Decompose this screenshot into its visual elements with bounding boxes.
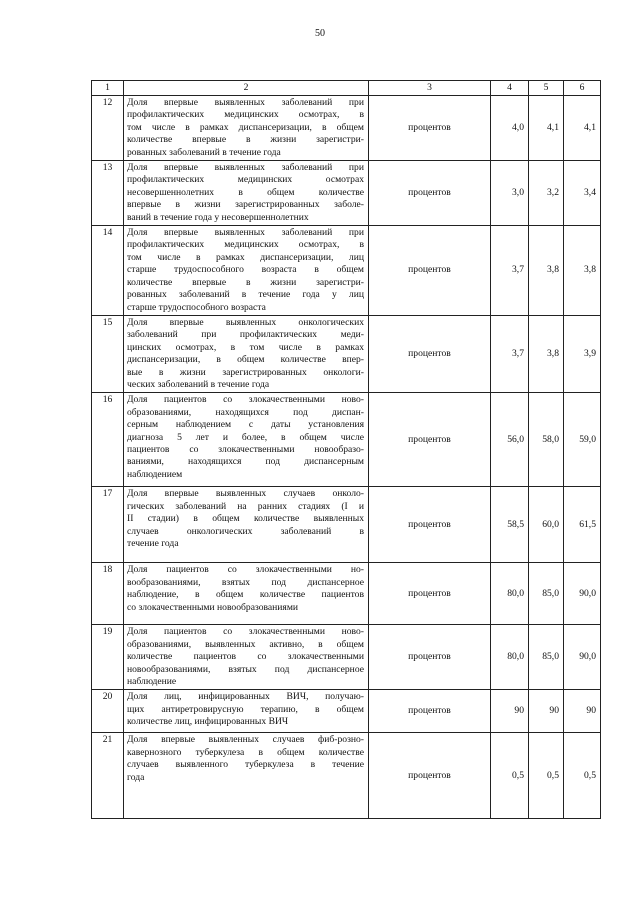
description-line: количестве впервые в жизни зарегистри- xyxy=(127,276,364,288)
description-line: новообразованиями, взятых под диспансерное xyxy=(127,663,364,675)
table-row xyxy=(92,96,601,161)
value-col-5: 58,0 xyxy=(529,393,564,487)
description-line: количестве впервые в жизни зарегистри- xyxy=(127,134,364,146)
table-body xyxy=(92,81,601,819)
description-line: впервые в жизни зарегистрированных заболе- xyxy=(127,199,364,211)
description-line: II стадии) в общем количестве выявленных xyxy=(127,513,364,525)
indicator-description xyxy=(124,625,369,690)
value-col-4: 80,0 xyxy=(491,563,529,625)
description-line: Доля впервые выявленных заболеваний при xyxy=(127,97,364,108)
description-line: щих антиретровирусную терапию, в общем xyxy=(127,703,364,715)
value-col-4: 3,7 xyxy=(491,226,529,316)
description-line: профилактических медицинских осмотрах, в xyxy=(127,109,364,121)
unit-cell: процентов xyxy=(369,563,491,625)
value-col-5: 85,0 xyxy=(529,563,564,625)
unit-cell: процентов xyxy=(369,625,491,690)
indicator-description xyxy=(124,690,369,733)
value-col-4: 58,5 xyxy=(491,487,529,563)
table-row xyxy=(92,161,601,226)
value-col-4: 4,0 xyxy=(491,96,529,161)
description-line: пациентов со злокачественными новообразо- xyxy=(127,443,364,455)
value-col-6: 0,5 xyxy=(564,733,601,819)
column-header-2: 2 xyxy=(124,81,369,96)
indicator-description xyxy=(124,96,369,161)
description-line: рованных заболеваний в течение года xyxy=(127,146,281,158)
value-col-5: 85,0 xyxy=(529,625,564,690)
description-line: гических заболеваний на ранних стадиях (I и xyxy=(127,500,364,512)
table-row xyxy=(92,487,601,563)
description-line: кавернозного туберкулеза в общем количестве xyxy=(127,746,364,758)
row-number: 16 xyxy=(92,393,124,487)
row-number: 19 xyxy=(92,625,124,690)
description-line: случаев онкологических заболеваний в xyxy=(127,525,364,537)
indicator-description xyxy=(124,226,369,316)
value-col-6: 90,0 xyxy=(564,563,601,625)
description-line: серным наблюдением с даты установления xyxy=(127,419,364,431)
unit-cell: процентов xyxy=(369,96,491,161)
description-line: года xyxy=(127,771,145,783)
description-line: диагноза 5 лет и более, в общем числе xyxy=(127,431,364,443)
row-number: 15 xyxy=(92,315,124,392)
value-col-4: 0,5 xyxy=(491,733,529,819)
unit-cell: процентов xyxy=(369,733,491,819)
description-line: рованных заболеваний в течение года у лиц xyxy=(127,289,364,301)
description-line: течение года xyxy=(127,537,179,549)
description-line: заболеваний при профилактических меди- xyxy=(127,329,364,341)
value-col-4: 90 xyxy=(491,690,529,733)
value-col-6: 3,4 xyxy=(564,161,601,226)
description-line: вые в жизни зарегистрированных онкологи- xyxy=(127,366,364,378)
description-line: ваний в течение года у несовершеннолетних xyxy=(127,211,309,223)
description-line: том числе в рамках диспансеризации, лиц xyxy=(127,251,364,263)
description-line: профилактических медицинских осмотрах, в xyxy=(127,239,364,251)
table-row xyxy=(92,563,601,625)
unit-cell: процентов xyxy=(369,487,491,563)
indicator-description xyxy=(124,393,369,487)
column-header-6: 6 xyxy=(564,81,601,96)
description-line: старше трудоспособного возраста в общем xyxy=(127,264,364,276)
table-row xyxy=(92,733,601,819)
value-col-5: 3,2 xyxy=(529,161,564,226)
table-row xyxy=(92,315,601,392)
indicator-description xyxy=(124,733,369,819)
description-line: со злокачественными новообразованиями xyxy=(127,601,299,613)
description-line: количестве пациентов со злокачественными xyxy=(127,651,364,663)
row-number: 12 xyxy=(92,96,124,161)
description-line: вообразованиями, взятых под диспансерное xyxy=(127,576,364,588)
description-line: ческих заболеваний в течение года xyxy=(127,378,270,390)
column-header-4: 4 xyxy=(491,81,529,96)
value-col-5: 3,8 xyxy=(529,226,564,316)
description-line: Доля впервые выявленных заболеваний при xyxy=(127,227,364,239)
description-line: наблюдение xyxy=(127,675,177,687)
value-col-6: 4,1 xyxy=(564,96,601,161)
value-col-4: 56,0 xyxy=(491,393,529,487)
value-col-5: 4,1 xyxy=(529,96,564,161)
value-col-4: 3,0 xyxy=(491,161,529,226)
description-line: ваниями, находящихся под диспансерным xyxy=(127,456,364,468)
value-col-4: 3,7 xyxy=(491,315,529,392)
description-line: цинских осмотрах, в том числе в рамках xyxy=(127,341,364,353)
table-row xyxy=(92,625,601,690)
table-row xyxy=(92,393,601,487)
description-line: Доля впервые выявленных случаев онколо- xyxy=(127,488,364,500)
description-line: Доля пациентов со злокачественными но- xyxy=(127,564,364,576)
row-number: 18 xyxy=(92,563,124,625)
description-line: Доля впервые выявленных случаев фиб-розно- xyxy=(127,734,364,746)
description-line: наблюдением xyxy=(127,468,183,480)
unit-cell: процентов xyxy=(369,161,491,226)
description-line: несовершеннолетних в общем количестве xyxy=(127,186,364,198)
value-col-6: 90,0 xyxy=(564,625,601,690)
description-line: наблюдение, в общем количестве пациентов xyxy=(127,589,364,601)
value-col-5: 90 xyxy=(529,690,564,733)
description-line: Доля впервые выявленных онкологических xyxy=(127,316,364,328)
description-line: профилактических медицинских осмотрах xyxy=(127,174,364,186)
value-col-5: 3,8 xyxy=(529,315,564,392)
description-line: образованиями, выявленных активно, в общем xyxy=(127,638,364,650)
value-col-6: 59,0 xyxy=(564,393,601,487)
description-line: старше трудоспособного возраста xyxy=(127,301,266,313)
description-line: образованиями, находящихся под диспан- xyxy=(127,406,364,418)
unit-cell: процентов xyxy=(369,690,491,733)
indicator-description xyxy=(124,315,369,392)
unit-cell: процентов xyxy=(369,393,491,487)
description-line: случаев выявленного туберкулеза в течение xyxy=(127,759,364,771)
column-header-1: 1 xyxy=(92,81,124,96)
row-number: 14 xyxy=(92,226,124,316)
indicator-description xyxy=(124,161,369,226)
value-col-4: 80,0 xyxy=(491,625,529,690)
description-line: Доля пациентов со злокачественными ново- xyxy=(127,394,364,406)
row-number: 20 xyxy=(92,690,124,733)
page-number: 50 xyxy=(315,28,325,39)
unit-cell: процентов xyxy=(369,226,491,316)
description-line: количестве лиц, инфицированных ВИЧ xyxy=(127,716,289,728)
value-col-5: 0,5 xyxy=(529,733,564,819)
row-number: 13 xyxy=(92,161,124,226)
value-col-6: 61,5 xyxy=(564,487,601,563)
unit-cell: процентов xyxy=(369,315,491,392)
description-line: диспансеризации, в общем количестве впер- xyxy=(127,354,364,366)
row-number: 17 xyxy=(92,487,124,563)
column-header-5: 5 xyxy=(529,81,564,96)
value-col-6: 90 xyxy=(564,690,601,733)
indicators-table xyxy=(91,80,601,819)
table-row xyxy=(92,226,601,316)
indicator-description xyxy=(124,487,369,563)
description-line: Доля лиц, инфицированных ВИЧ, получаю- xyxy=(127,691,364,703)
column-header-3: 3 xyxy=(369,81,491,96)
value-col-6: 3,9 xyxy=(564,315,601,392)
value-col-6: 3,8 xyxy=(564,226,601,316)
table-row xyxy=(92,690,601,733)
description-line: Доля пациентов со злокачественными ново- xyxy=(127,626,364,638)
indicator-description xyxy=(124,563,369,625)
value-col-5: 60,0 xyxy=(529,487,564,563)
description-line: том числе в рамках диспансеризации, в общем xyxy=(127,121,364,133)
row-number: 21 xyxy=(92,733,124,819)
description-line: Доля впервые выявленных заболеваний при xyxy=(127,162,364,174)
table-header-row xyxy=(92,81,601,96)
